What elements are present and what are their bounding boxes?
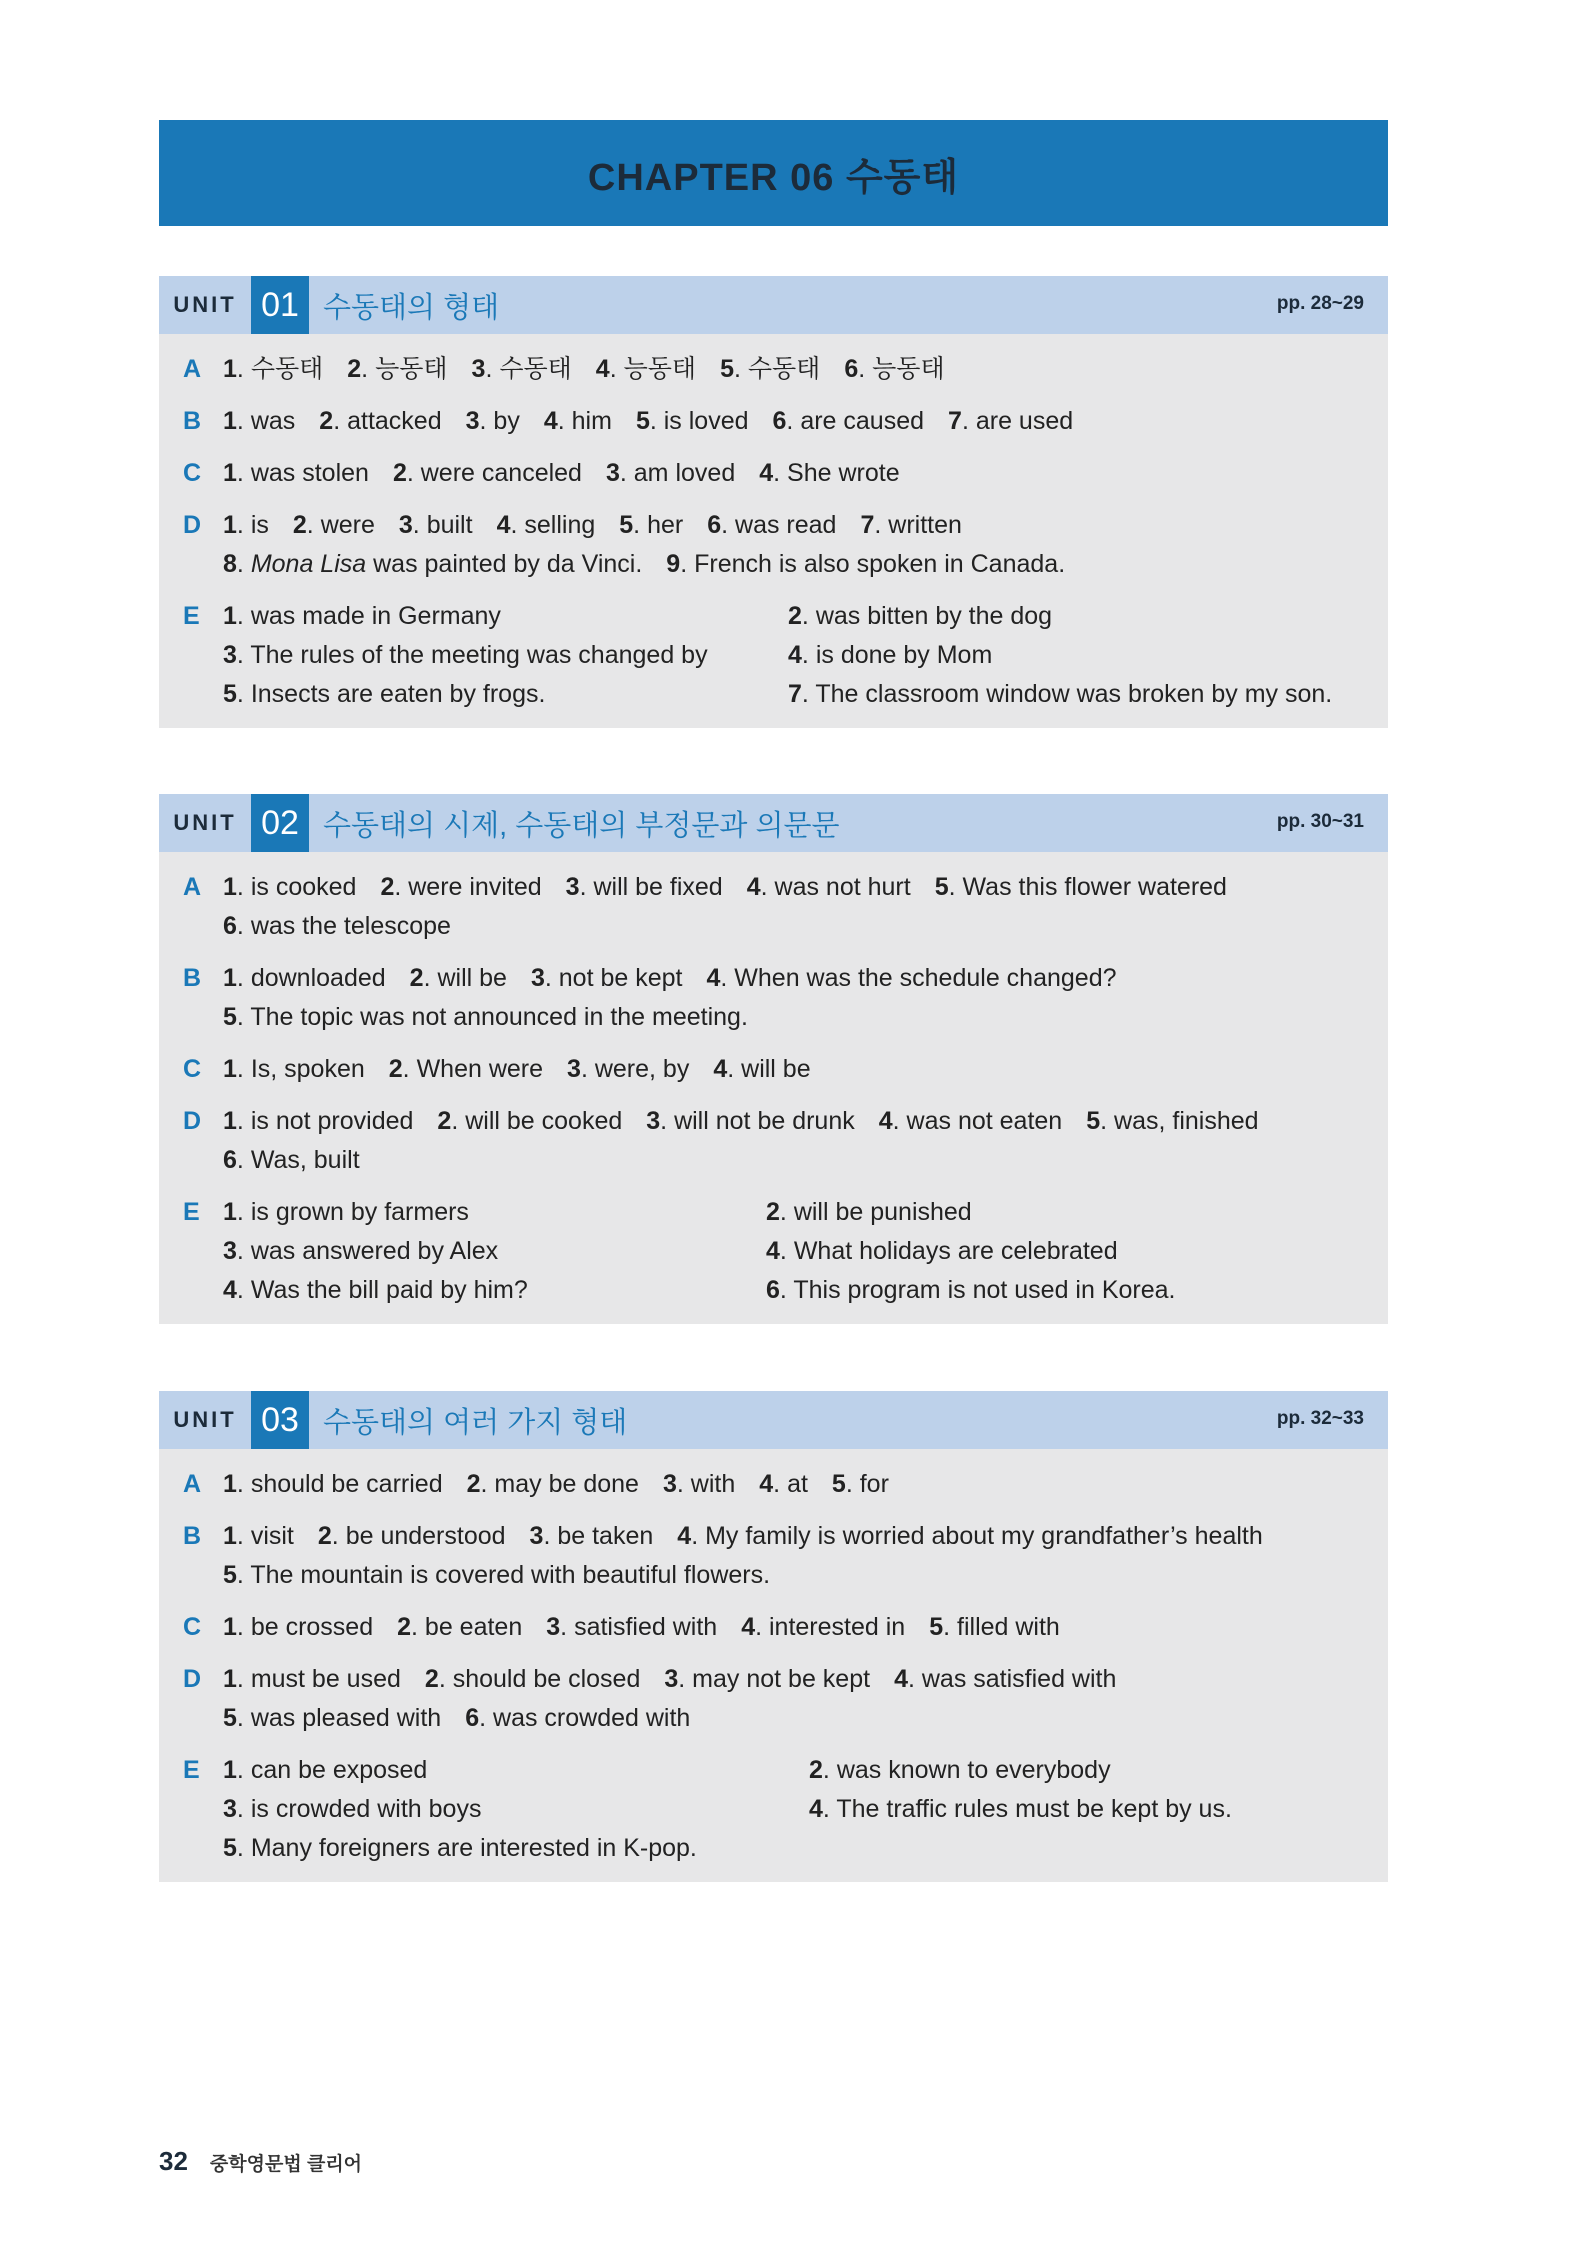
answer-item: 3. is crowded with boys (223, 1795, 482, 1823)
answer-item: 7. The classroom window was broken by my son. (788, 680, 1333, 708)
answer-item: 5. is loved (635, 407, 749, 435)
answer-item: 1. is (223, 511, 269, 539)
answer-item: 4. What holidays are celebrated (766, 1237, 1118, 1265)
row-letter: A (183, 355, 202, 383)
answer-item: 4. was satisfied with (894, 1665, 1117, 1693)
answer-item: 6. was the telescope (223, 912, 451, 940)
answer-row-d (159, 1102, 1388, 1180)
answer-item: 1. 수동태 (223, 355, 324, 383)
unit-label: UNIT (173, 292, 237, 317)
unit-label: UNIT (173, 1407, 237, 1432)
answer-row-b (159, 959, 1388, 1037)
page-number: 32 (159, 2146, 188, 2176)
answer-item: 3. satisfied with (546, 1613, 718, 1641)
answer-row-e (159, 1751, 1388, 1868)
answer-item: 2. will be cooked (437, 1107, 623, 1135)
answer-item: 7. written (860, 511, 962, 539)
answer-item: 2. be understood (317, 1522, 506, 1550)
answer-item: 2. When were (388, 1055, 544, 1083)
row-letter: D (183, 511, 202, 539)
answer-item: 1. Is, spoken (223, 1055, 365, 1083)
unit-header (159, 794, 1388, 852)
answer-item: 5. her (619, 511, 684, 539)
row-letter: A (183, 1470, 202, 1498)
unit-answers (159, 1449, 1388, 1882)
unit-header (159, 1391, 1388, 1449)
answer-item: 1. must be used (223, 1665, 401, 1693)
answer-item: 1. visit (223, 1522, 294, 1550)
answer-row-e (159, 1193, 1388, 1310)
unit-pages: pp. 30~31 (1276, 811, 1364, 832)
unit-answers (159, 852, 1388, 1324)
row-letter: D (183, 1107, 202, 1135)
unit-pages: pp. 32~33 (1276, 1408, 1364, 1429)
answer-item: 4. was not eaten (878, 1107, 1063, 1135)
unit-label: UNIT (173, 810, 237, 835)
unit-01-section (159, 276, 1388, 728)
page-footer (159, 2146, 362, 2177)
row-letter: C (183, 1055, 202, 1083)
answer-row-c (159, 1608, 1388, 1647)
answer-row-a (159, 350, 1388, 389)
book-title: 중학영문법 클리어 (209, 2154, 363, 2175)
answer-item: 3. am loved (605, 459, 736, 487)
answer-item: 3. be taken (529, 1522, 654, 1550)
answer-item: 4. was not hurt (746, 873, 911, 901)
answer-item: 1. was made in Germany (223, 602, 501, 630)
answer-item: 1. was (223, 407, 296, 435)
unit-title: 수동태의 여러 가지 형태 (323, 1406, 628, 1439)
answer-item: 3. built (398, 511, 473, 539)
answer-item: 3. will not be drunk (646, 1107, 855, 1135)
answer-item: 6. was crowded with (465, 1704, 691, 1732)
answer-item: 4. him (543, 407, 612, 435)
answer-item: 2. 능동태 (347, 355, 448, 383)
answer-item: 2. were canceled (392, 459, 582, 487)
chapter-banner (159, 120, 1388, 226)
answer-item: 6. This program is not used in Korea. (766, 1276, 1176, 1304)
row-letter: A (183, 873, 202, 901)
answer-item: 2. should be closed (424, 1665, 641, 1693)
answer-row-b (159, 402, 1388, 441)
unit-number: 03 (251, 1391, 309, 1449)
answer-item: 3. 수동태 (471, 355, 572, 383)
answer-item: 3. not be kept (530, 964, 683, 992)
row-letter: B (183, 964, 202, 992)
answer-item: 4. selling (496, 511, 596, 539)
answer-item: 3. will be fixed (565, 873, 723, 901)
answer-item: 4. She wrote (759, 459, 900, 487)
row-letter: C (183, 1613, 202, 1641)
answer-item: 3. was answered by Alex (223, 1237, 499, 1265)
answer-item: 4. at (759, 1470, 808, 1498)
row-letter: B (183, 1522, 202, 1550)
answer-item: 1. can be exposed (223, 1756, 428, 1784)
answer-item: 4. interested in (741, 1613, 906, 1641)
answer-item: 6. Was, built (223, 1146, 360, 1174)
answer-item: 3. by (465, 407, 520, 435)
answer-item: 9. French is also spoken in Canada. (666, 550, 1066, 578)
answer-item: 5. The topic was not announced in the meeting. (223, 1003, 748, 1031)
answer-item: 2. will be punished (766, 1198, 972, 1226)
row-letter: B (183, 407, 202, 435)
unit-number: 02 (251, 794, 309, 852)
answer-item: 6. are caused (772, 407, 925, 435)
answer-item: 1. is not provided (223, 1107, 414, 1135)
answer-item: 2. will be (409, 964, 507, 992)
answer-item: 5. Insects are eaten by frogs. (223, 680, 546, 708)
answer-row-a (159, 868, 1388, 946)
answer-item: 2. was known to everybody (809, 1756, 1111, 1784)
answer-item: 5. Was this flower watered (934, 873, 1227, 901)
answer-item: 6. 능동태 (844, 355, 945, 383)
answer-item: 2. may be done (466, 1470, 639, 1498)
answer-item: 5. was, finished (1086, 1107, 1259, 1135)
unit-02-section (159, 794, 1388, 1324)
unit-03-section (159, 1391, 1388, 1882)
answer-item: 4. 능동태 (595, 355, 697, 383)
answer-row-a (159, 1465, 1388, 1504)
answer-item: 2. were (292, 511, 375, 539)
answer-item: 2. be eaten (397, 1613, 523, 1641)
answer-item: 3. The rules of the meeting was changed by (223, 641, 708, 669)
unit-pages: pp. 28~29 (1276, 293, 1364, 314)
answer-item: 5. filled with (929, 1613, 1060, 1641)
answer-item: 6. was read (707, 511, 837, 539)
answer-item: 2. were invited (380, 873, 542, 901)
answer-item: 4. is done by Mom (788, 641, 993, 669)
row-letter: C (183, 459, 202, 487)
answer-row-d (159, 506, 1388, 584)
answer-item: 3. with (662, 1470, 736, 1498)
answer-item: 3. were, by (567, 1055, 690, 1083)
answer-row-e (159, 597, 1388, 714)
answer-item: 1. is cooked (223, 873, 357, 901)
answer-item: 1. downloaded (223, 964, 386, 992)
chapter-title: CHAPTER 06 수동태 (587, 156, 960, 199)
answer-item: 4. will be (713, 1055, 811, 1083)
answer-item: 5. 수동태 (720, 355, 821, 383)
unit-header (159, 276, 1388, 334)
unit-number: 01 (251, 276, 309, 334)
answer-item: 5. Many foreigners are interested in K-pop. (223, 1834, 697, 1862)
answer-item: 5. for (831, 1470, 889, 1498)
unit-title: 수동태의 시제, 수동태의 부정문과 의문문 (323, 809, 840, 842)
unit-title: 수동태의 형태 (323, 291, 500, 324)
answer-row-d (159, 1660, 1388, 1738)
answer-item: 4. When was the schedule changed? (706, 964, 1117, 992)
answer-item: 1. was stolen (223, 459, 369, 487)
row-letter: D (183, 1665, 202, 1693)
unit-answers (159, 334, 1388, 728)
answer-item: 1. is grown by farmers (223, 1198, 469, 1226)
answer-item: 4. The traffic rules must be kept by us. (809, 1795, 1232, 1823)
row-letter: E (183, 1756, 200, 1784)
row-letter: E (183, 602, 200, 630)
answer-item: 8. Mona Lisa was painted by da Vinci. (223, 550, 643, 578)
answer-item: 3. may not be kept (664, 1665, 871, 1693)
answer-item: 1. should be carried (223, 1470, 443, 1498)
answer-item: 2. was bitten by the dog (788, 602, 1053, 630)
answer-row-c (159, 454, 1388, 493)
answer-item: 7. are used (948, 407, 1074, 435)
answer-item: 1. be crossed (223, 1613, 374, 1641)
answer-row-c (159, 1050, 1388, 1089)
answer-item: 5. The mountain is covered with beautiful flowers. (223, 1561, 771, 1589)
answer-item: 5. was pleased with (223, 1704, 442, 1732)
answer-item: 2. attacked (319, 407, 442, 435)
answer-item: 4. Was the bill paid by him? (223, 1276, 528, 1304)
row-letter: E (183, 1198, 200, 1226)
answer-item: 4. My family is worried about my grandfather’s health (677, 1522, 1263, 1550)
answer-row-b (159, 1517, 1388, 1595)
